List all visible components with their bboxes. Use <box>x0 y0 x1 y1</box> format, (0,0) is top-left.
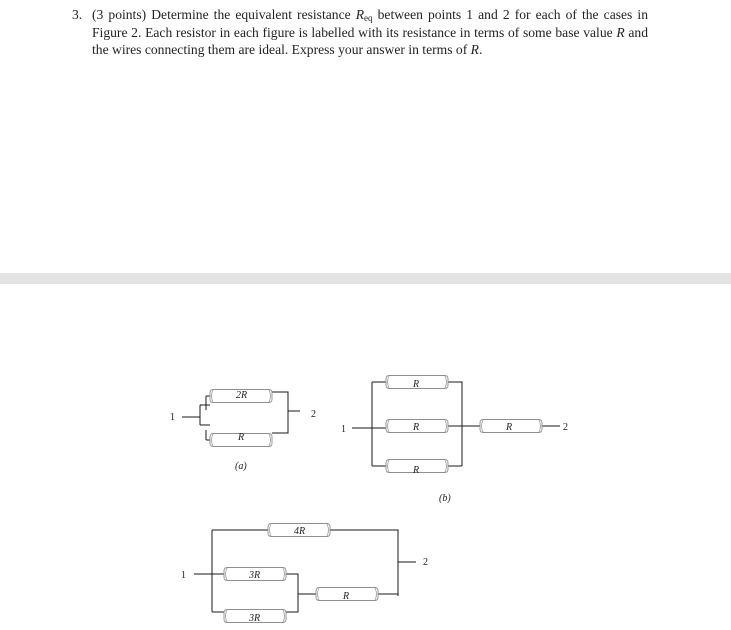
end-symbol: R <box>470 42 479 58</box>
question-text-2: between points 1 and 2 for each of the cases in Figure 2. Each resistor in each figure is labelled with its resistance in terms of some base value <box>92 7 648 40</box>
node-c-1: 1 <box>181 570 186 581</box>
question-number: 3. <box>72 7 83 22</box>
node-a-1: 1 <box>170 412 175 423</box>
circuit-a <box>170 390 316 473</box>
req-symbol: R <box>355 7 365 22</box>
node-b-1: 1 <box>341 424 346 435</box>
label-b-series: R <box>506 422 513 433</box>
label-a-top: 2R <box>236 390 248 401</box>
circuit-c <box>181 524 428 625</box>
question-points: (3 points) <box>92 7 147 22</box>
label-c-top: 4R <box>294 526 306 537</box>
caption-a: (a) <box>235 461 247 472</box>
req-subscript: eq <box>364 13 373 23</box>
node-a-2: 2 <box>311 409 316 420</box>
label-c-lower-left: 3R <box>249 613 261 624</box>
question-text-3: and the wires connecting them are ideal. Express your answer in terms of <box>92 24 649 58</box>
label-b-bottom: R <box>413 465 420 476</box>
node-b-2: 2 <box>563 422 568 433</box>
label-b-top: R <box>413 379 420 390</box>
label-c-right: R <box>343 591 350 602</box>
caption-b: (b) <box>439 493 451 504</box>
end-punct: . <box>478 42 483 58</box>
circuit-b <box>341 376 568 505</box>
label-a-bottom: R <box>238 432 245 443</box>
question-text-1: Determine the equivalent resistance <box>151 7 351 22</box>
node-c-2: 2 <box>423 557 428 568</box>
label-b-middle: R <box>413 422 420 433</box>
base-symbol: R <box>616 24 625 40</box>
label-c-upper-left: 3R <box>249 570 261 581</box>
